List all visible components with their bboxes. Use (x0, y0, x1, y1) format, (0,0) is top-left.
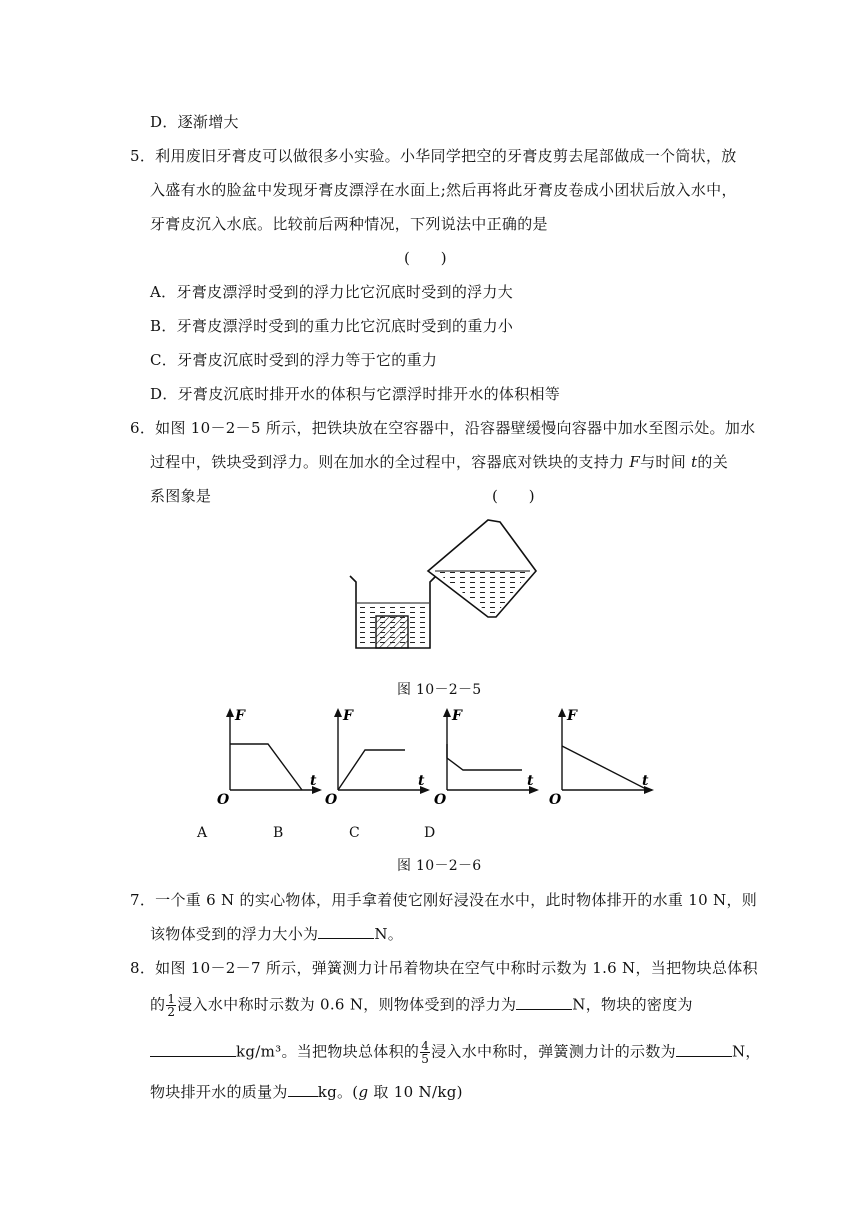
q6-stem-line-1: 6．如图 10－2－5 所示，把铁块放在空容器中，沿容器壁缓慢向容器中加水至图示处。加水 (130, 419, 756, 437)
q8-stem-line-1: 8．如图 10－2－7 所示，弹簧测力计吊着物块在空气中称时示数为 1.6 N，当把物块总体积 (130, 959, 758, 977)
figure-10-2-6 (210, 704, 670, 804)
q6-stem-line-2: 过程中，铁块受到浮力。则在加水的全过程中，容器底对铁块的支持力 F与时间 t的关 (150, 453, 728, 471)
origin-label: O (434, 792, 447, 804)
q6-stem-line-3: 系图象是 (150, 487, 212, 505)
origin-label: O (325, 792, 338, 804)
origin-label: O (217, 792, 230, 804)
graph-a (217, 708, 322, 804)
y-axis-arrow (443, 708, 451, 717)
q8-stem-line-3: kg/m³。当把物块总体积的 $\frac{4}{5}$ 浸入水中称时，弹簧测力计的示数为 N， (150, 1040, 761, 1065)
q5-option-d: D．牙膏皮沉底时排开水的体积与它漂浮时排开水的体积相等 (150, 385, 561, 403)
q8-mass-blank[interactable] (288, 1082, 318, 1097)
graph-label-a: A (197, 825, 208, 841)
q5-option-c: C．牙膏皮沉底时受到的浮力等于它的重力 (150, 351, 438, 369)
graph-label-c: C (349, 825, 361, 841)
fraction-one-half: $\frac{1}{2}$ (167, 992, 176, 1019)
q4-option-d: D．逐渐增大 (150, 113, 239, 131)
graph-c (434, 708, 539, 804)
graph-curve (230, 744, 302, 790)
graph-curve (562, 746, 648, 790)
graph-b (325, 708, 430, 804)
figure-10-2-5-caption: 图 10－2－5 (397, 682, 482, 698)
q5-stem-line-2: 入盛有水的脸盆中发现牙膏皮漂浮在水面上;然后再将此牙膏皮卷成小团状后放入水中， (150, 181, 737, 199)
graph-label-d: D (424, 825, 436, 841)
q5-stem-line-1: 5．利用废旧牙膏皮可以做很多小实验。小华同学把空的牙膏皮剪去尾部做成一个筒状，放 (130, 147, 737, 165)
graph-d (549, 708, 654, 804)
q8-density-blank[interactable] (150, 1042, 236, 1057)
y-axis-arrow (558, 708, 566, 717)
q8-reading-blank[interactable] (676, 1042, 732, 1057)
y-axis-label: F (452, 708, 462, 724)
q8-stem-line-2: 的 $\frac{1}{2}$ 浸入水中称时示数为 0.6 N，则物体受到的浮力为 N，物块的密度为 (150, 992, 693, 1019)
y-axis-arrow (334, 708, 342, 717)
y-axis-arrow (226, 708, 234, 717)
x-axis-label: t (527, 773, 534, 789)
graph-curve (338, 750, 405, 790)
q6-answer-paren: ( ) (492, 487, 535, 505)
figure-10-2-6-caption: 图 10－2－6 (397, 858, 482, 874)
graph-label-b: B (273, 825, 284, 841)
q7-answer-blank[interactable] (318, 924, 374, 939)
var-g: g (358, 1083, 369, 1101)
q7-stem-line-2: 该物体受到的浮力大小为 N。 (150, 925, 404, 943)
q5-answer-paren: ( ) (404, 249, 447, 267)
q7-stem-line-1: 7．一个重 6 N 的实心物体，用手拿着使它刚好浸没在水中，此时物体排开的水重 10 N，则 (130, 891, 758, 909)
graph-curve (447, 744, 522, 770)
x-axis-label: t (642, 773, 649, 789)
q8-stem-line-4: 物块排开水的质量为 kg。(g 取 10 N/kg) (150, 1083, 463, 1101)
x-axis-label: t (310, 773, 317, 789)
iron-block (376, 616, 408, 648)
x-axis-label: t (418, 773, 425, 789)
y-axis-label: F (567, 708, 577, 724)
q5-option-a: A．牙膏皮漂浮时受到的浮力比它沉底时受到的浮力大 (150, 283, 514, 301)
var-f: F (629, 453, 641, 471)
figure-10-2-5 (340, 510, 560, 660)
y-axis-label: F (235, 708, 245, 724)
q5-stem-line-3: 牙膏皮沉入水底。比较前后两种情况，下列说法中正确的是 (150, 215, 548, 233)
q8-buoyancy-blank[interactable] (516, 995, 572, 1010)
pouring-container (428, 520, 536, 617)
origin-label: O (549, 792, 562, 804)
var-t: t (691, 453, 698, 471)
q5-option-b: B．牙膏皮漂浮时受到的重力比它沉底时受到的重力小 (150, 317, 514, 335)
y-axis-label: F (343, 708, 353, 724)
fraction-four-fifths: $\frac{4}{5}$ (421, 1039, 430, 1066)
